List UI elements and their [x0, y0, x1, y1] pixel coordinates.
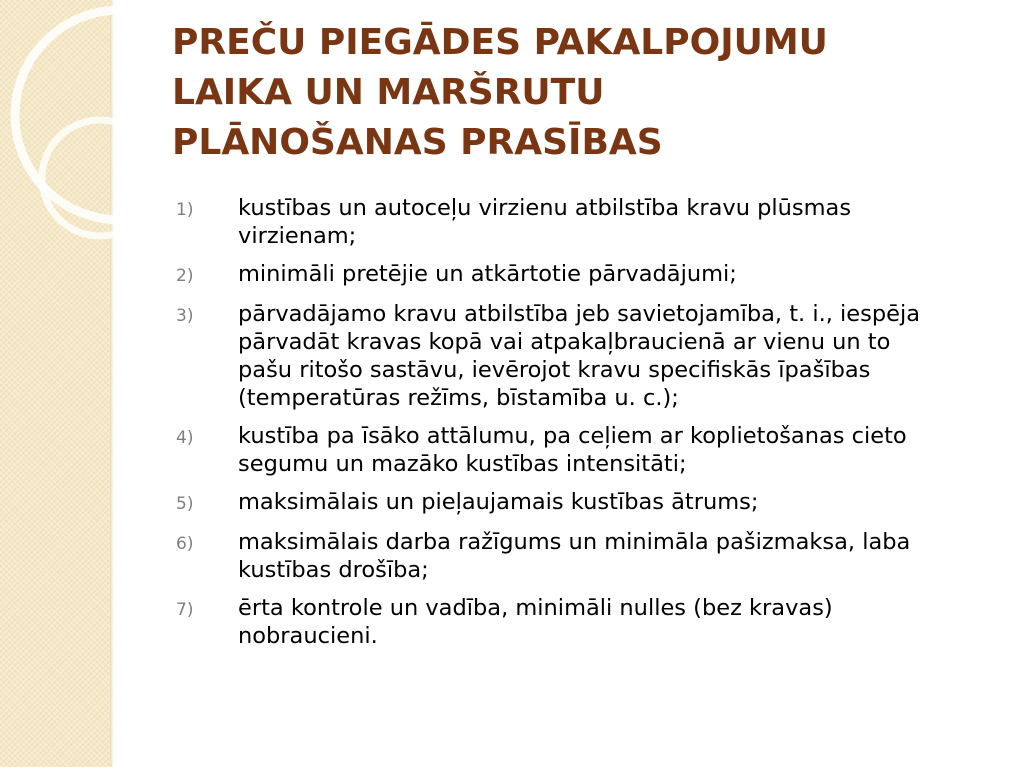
item-line: (temperatūras režīms, bīstamība u. c.);: [238, 385, 679, 411]
item-line: kustība pa īsāko attālumu, pa ceļiem ar koplietošanas cieto: [238, 423, 907, 449]
item-line: nobraucieni.: [238, 623, 378, 649]
item-number: 2): [176, 266, 194, 286]
item-line: pašu ritošo sastāvu, ievērojot kravu specifiskās īpašības: [238, 357, 871, 383]
list-item: [176, 488, 986, 518]
title-line: PREČU PIEGĀDES PAKALPOJUMU: [172, 22, 828, 63]
item-text: [238, 300, 920, 412]
item-line: pārvadāt kravas kopā vai atpakaļbraucienā ar vienu un to: [238, 329, 891, 355]
item-line: virzienam;: [238, 223, 357, 249]
item-number: 7): [176, 600, 194, 620]
item-line: minimāli pretējie un atkārtotie pārvadājumi;: [238, 261, 737, 287]
item-text: [238, 260, 737, 290]
list-item: [176, 194, 986, 250]
item-number: 6): [176, 534, 194, 554]
item-text: [238, 594, 833, 650]
list-item: [176, 528, 986, 584]
list-item: [176, 260, 986, 290]
item-line: ērta kontrole un vadība, minimāli nulles (bez kravas): [238, 595, 833, 621]
title-line: LAIKA UN MARŠRUTU: [172, 72, 605, 113]
list-item: [176, 594, 986, 650]
item-line: kustības drošība;: [238, 557, 429, 583]
list-item: [176, 300, 986, 412]
item-line: kustības un autoceļu virzienu atbilstība kravu plūsmas: [238, 195, 852, 221]
slide-title: [172, 18, 992, 168]
title-line: PLĀNOŠANAS PRASĪBAS: [172, 122, 663, 163]
item-text: [238, 488, 758, 518]
requirements-list: [176, 194, 986, 660]
item-number: 3): [176, 306, 194, 326]
item-text: [238, 194, 851, 250]
item-number: 1): [176, 200, 194, 220]
item-text: [238, 422, 907, 478]
item-text: [238, 528, 910, 584]
item-line: maksimālais un pieļaujamais kustības ātrums;: [238, 489, 759, 515]
item-line: segumu un mazāko kustības intensitāti;: [238, 451, 687, 477]
item-number: 5): [176, 494, 194, 514]
item-line: maksimālais darba ražīgums un minimāla pašizmaksa, laba: [238, 529, 911, 555]
item-line: pārvadājamo kravu atbilstība jeb savietojamība, t. i., iespēja: [238, 301, 921, 327]
item-number: 4): [176, 428, 194, 448]
list-item: [176, 422, 986, 478]
